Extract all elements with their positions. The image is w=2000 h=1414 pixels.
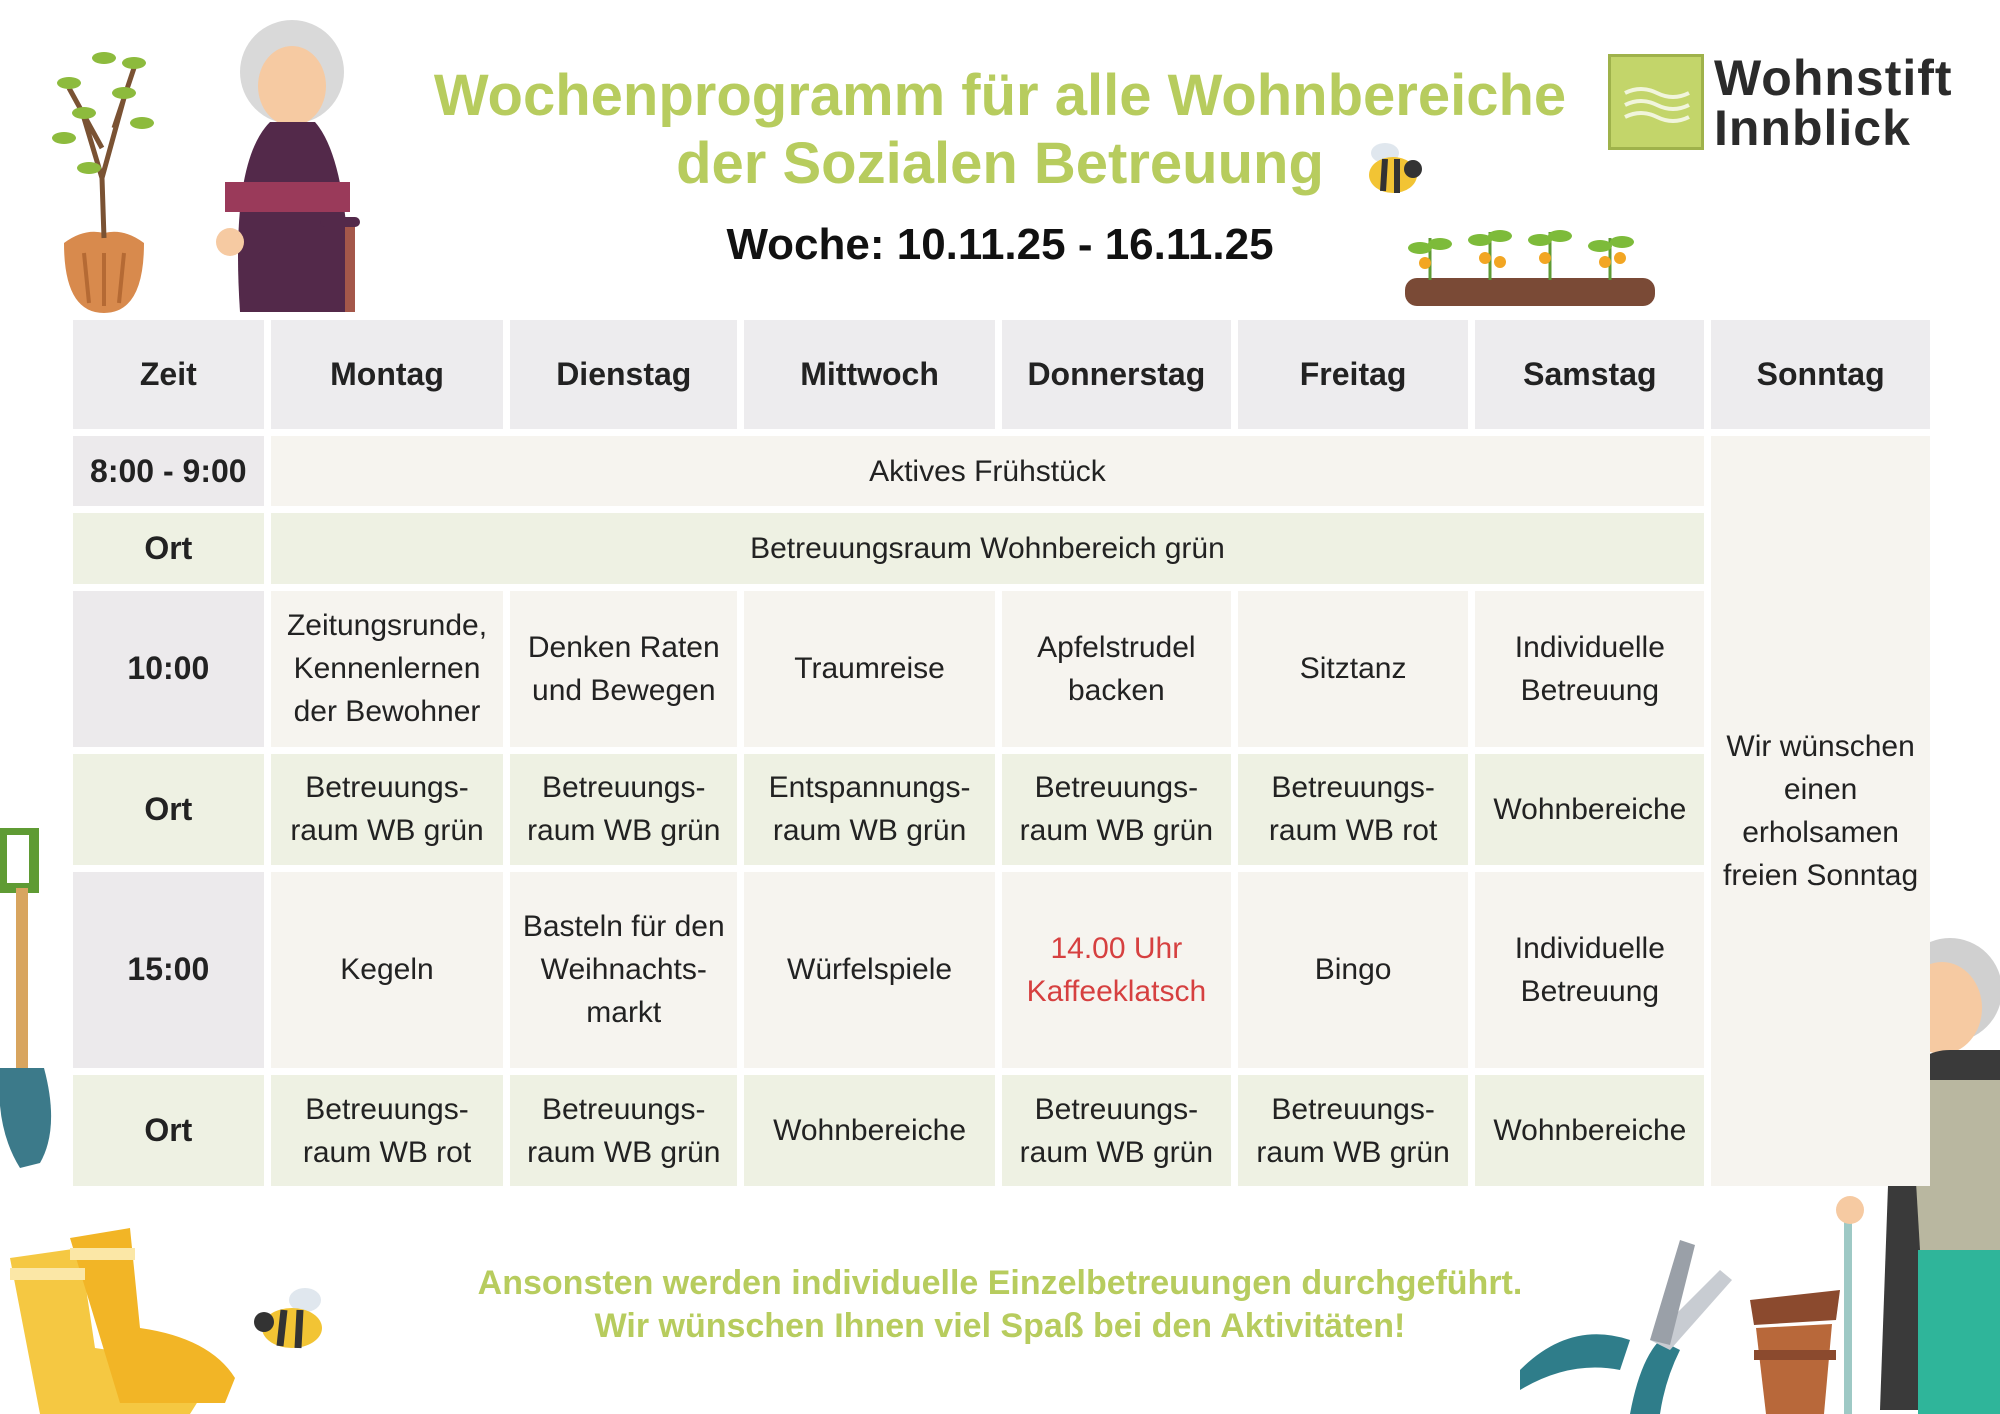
- header-sonntag: Sonntag: [1711, 320, 1930, 429]
- activity-cell-freitag: Sitztanz: [1238, 591, 1469, 747]
- header-samstag: Samstag: [1475, 320, 1704, 429]
- location-cell-mittwoch: Wohnbereiche: [744, 1075, 995, 1186]
- location-cell-montag: Betreuungs-raum WB grün: [271, 754, 504, 865]
- elderly-woman-icon: [180, 12, 370, 312]
- activity-cell-donnerstag: 14.00 Uhr Kaffeeklatsch: [1002, 872, 1231, 1068]
- logo-text-line-1: Wohnstift: [1714, 50, 1953, 106]
- table-row: [73, 513, 1930, 584]
- location-cell-dienstag: Betreuungs-raum WB grün: [510, 1075, 737, 1186]
- header-donnerstag: Donnerstag: [1002, 320, 1231, 429]
- activity-cell-mittwoch: Traumreise: [744, 591, 995, 747]
- location-cell-freitag: Betreuungs-raum WB rot: [1238, 754, 1469, 865]
- logo-text-line-2: Innblick: [1714, 100, 1911, 156]
- table-row: [73, 591, 1930, 747]
- header-row: [73, 320, 1930, 429]
- brand-logo: [1608, 52, 1988, 162]
- time-label: 10:00: [73, 591, 264, 747]
- header-mittwoch: Mittwoch: [744, 320, 995, 429]
- title-line-1: Wochenprogramm für alle Wohnbereiche: [433, 63, 1567, 128]
- location-cell-donnerstag: Betreuungs-raum WB grün: [1002, 754, 1231, 865]
- breakfast-cell: Aktives Frühstück: [271, 436, 1705, 507]
- location-cell-donnerstag: Betreuungs-raum WB grün: [1002, 1075, 1231, 1186]
- footer-line-1: Ansonsten werden individuelle Einzelbetreuungen durchgeführt.: [477, 1264, 1523, 1302]
- week-label: Woche: 10.11.25 - 16.11.25: [726, 220, 1274, 269]
- activity-cell-montag: Kegeln: [271, 872, 504, 1068]
- header-montag: Montag: [271, 320, 504, 429]
- location-label: Ort: [73, 754, 264, 865]
- title-line-2: der Sozialen Betreuung: [676, 131, 1324, 196]
- activity-cell-dienstag: Denken Raten und Bewegen: [510, 591, 737, 747]
- activity-cell-donnerstag: Apfelstrudel backen: [1002, 591, 1231, 747]
- header-freitag: Freitag: [1238, 320, 1469, 429]
- vegetable-bed-icon: [1400, 218, 1660, 308]
- sunday-message: Wir wünschen einen erholsamen freien Sonntag: [1711, 436, 1930, 1186]
- rain-boots-icon: [0, 1228, 240, 1414]
- activity-cell-mittwoch: Würfelspiele: [744, 872, 995, 1068]
- footer-line-2: Wir wünschen Ihnen viel Spaß bei den Aktivitäten!: [594, 1307, 1406, 1345]
- location-label: Ort: [73, 513, 264, 584]
- page-title: [380, 62, 1620, 198]
- location-cell-samstag: Wohnbereiche: [1475, 754, 1704, 865]
- table-row: [73, 436, 1930, 507]
- potted-tree-icon: [44, 28, 164, 313]
- activity-cell-dienstag: Basteln für den Weihnachts-markt: [510, 872, 737, 1068]
- header-dienstag: Dienstag: [510, 320, 737, 429]
- table-row: [73, 872, 1930, 1068]
- activity-cell-freitag: Bingo: [1238, 872, 1469, 1068]
- table-row: [73, 754, 1930, 865]
- time-label: 15:00: [73, 872, 264, 1068]
- activity-cell-samstag: Individuelle Betreuung: [1475, 872, 1704, 1068]
- breakfast-location-cell: Betreuungsraum Wohnbereich grün: [271, 513, 1705, 584]
- header-zeit: Zeit: [73, 320, 264, 429]
- footer-note: [300, 1262, 1700, 1348]
- location-label: Ort: [73, 1075, 264, 1186]
- logo-wave-icon: [1608, 54, 1704, 150]
- location-cell-montag: Betreuungs-raum WB rot: [271, 1075, 504, 1186]
- location-cell-samstag: Wohnbereiche: [1475, 1075, 1704, 1186]
- table-row: [73, 1075, 1930, 1186]
- activity-cell-samstag: Individuelle Betreuung: [1475, 591, 1704, 747]
- location-cell-mittwoch: Entspannungs-raum WB grün: [744, 754, 995, 865]
- location-cell-freitag: Betreuungs-raum WB grün: [1238, 1075, 1469, 1186]
- activity-cell-montag: Zeitungsrunde, Kennenlernen der Bewohner: [271, 591, 504, 747]
- weekly-schedule-table: [66, 313, 1937, 1193]
- location-cell-dienstag: Betreuungs-raum WB grün: [510, 754, 737, 865]
- time-label: 8:00 - 9:00: [73, 436, 264, 507]
